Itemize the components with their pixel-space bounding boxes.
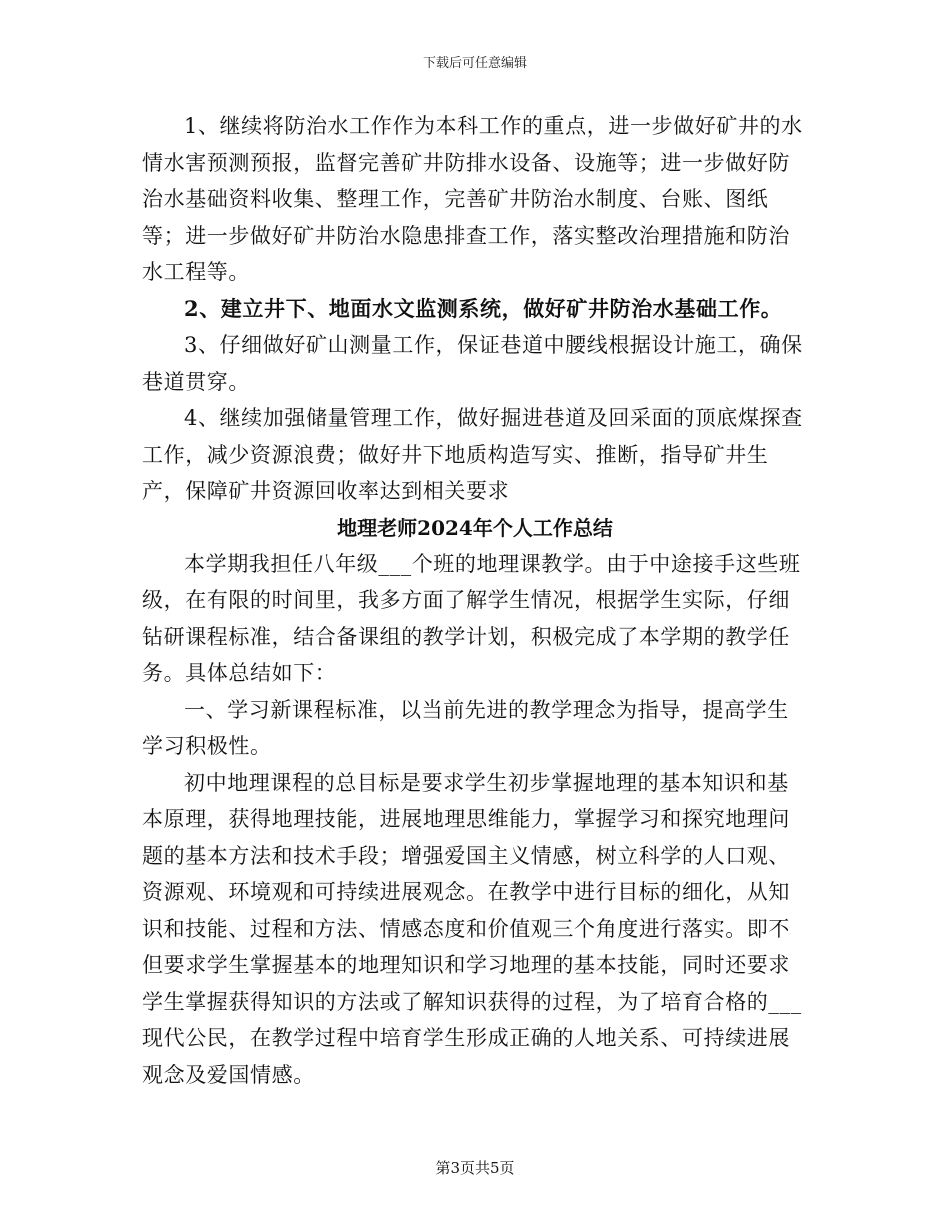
- document-title: 地理老师2024年个人工作总结: [337, 515, 613, 540]
- paragraph-item-1: 1、继续将防治水工作作为本科工作的重点，进一步做好矿井的水情水害预测预报，监督完善矿井防排水设备、设施等；进一步做好防治水基础资料收集、整理工作，完善矿井防治水制度、台账、图纸等；进一步做好矿井防治水隐患排查工作，落实整改治理措施和防治水工程等。: [142, 114, 803, 284]
- page-footer: 第3页共5页: [435, 1159, 515, 1177]
- body-paragraph-goals: 初中地理课程的总目标是要求学生初步掌握地理的基本知识和基本原理，获得地理技能，进展地理思维能力，掌握学习和探究地理问题的基本方法和技术手段；增强爱国主义情感，树立科学的人口观、资源观、环境观和可持续进展观念。在教学中进行目标的细化，从知识和技能、过程和方法、情感态度和价值观三个角度进行落实。即不但要求学生掌握基本的地理知识和学习地理的基本技能，同时还要求学生掌握获得知识的方法或了解知识获得的过程，为了培育合格的___现代公民，在教学过程中培育学生形成正确的人地关系、可持续进展观念及爱国情感。: [142, 770, 802, 1087]
- body-paragraph-intro: 本学期我担任八年级___个班的地理课教学。由于中途接手这些班级，在有限的时间里，我多方面了解学生情况，根据学生实际，仔细钻研课程标准，结合备课组的教学计划，积极完成了本学期的教学任务。具体总结如下：: [142, 551, 801, 685]
- document-body: [142, 108, 808, 1093]
- paragraph-item-4: 4、继续加强储量管理工作，做好掘进巷道及回采面的顶底煤探查工作，减少资源浪费；做好井下地质构造写实、推断，指导矿井生产，保障矿井资源回收率达到相关要求: [142, 406, 803, 503]
- page-header: 下载后可任意编辑: [422, 56, 527, 71]
- paragraph-item-2: 2、建立井下、地面水文监测系统，做好矿井防治水基础工作。: [184, 295, 783, 321]
- body-paragraph-section-heading: 一、学习新课程标准，以当前先进的教学理念为指导，提高学生学习积极性。: [142, 697, 789, 758]
- paragraph-item-3: 3、仔细做好矿山测量工作，保证巷道中腰线根据设计施工，确保巷道贯穿。: [142, 333, 803, 394]
